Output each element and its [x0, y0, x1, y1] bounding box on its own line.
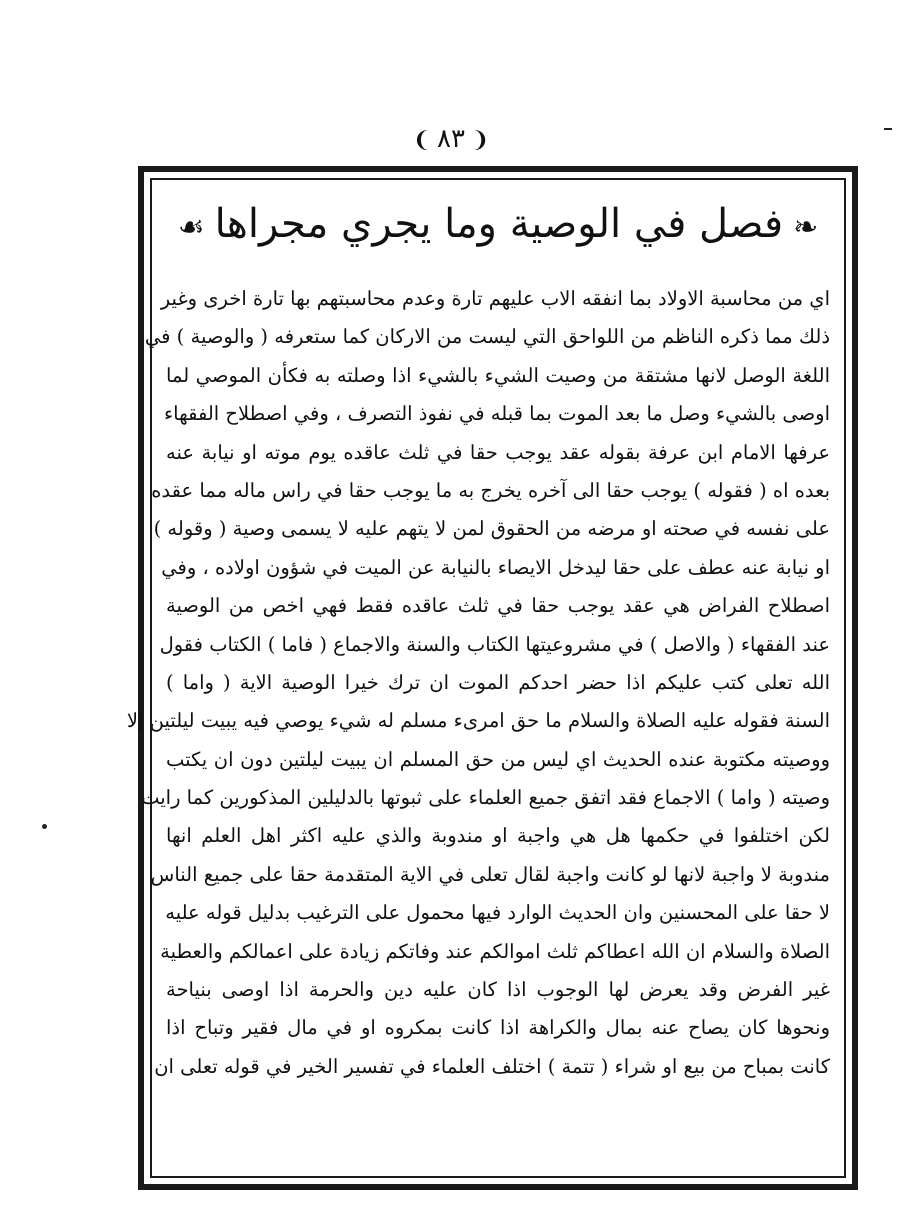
heading-ornament-right-icon: ❧ [793, 210, 819, 245]
text-line: اللغة الوصل لانها مشتقة من وصيت الشيء بالشيء اذا وصلته به فكأن الموصي لما [166, 363, 830, 387]
text-line: اي من محاسبة الاولاد بما انفقه الاب عليهم تارة وعدم محاسبتهم بها تارة اخرى وغير [160, 287, 830, 310]
chapter-heading-text: فصل في الوصية وما يجري مجراها [214, 201, 784, 247]
text-line: السنة فقوله عليه الصلاة والسلام ما حق امرىء مسلم له شيء يوصي فيه يبيت ليلتين إلا [126, 709, 830, 733]
ornament-left-icon: ❨ [412, 128, 432, 153]
body-text [126, 280, 830, 1086]
text-line: وصيته ( واما ) الاجماع فقد اتفق جميع العلماء على ثبوتها بالدليلين المذكورين كما رايت [141, 786, 830, 810]
text-line: ونحوها كان يصاح عنه بمال والكراهة اذا كانت بمكروه او في مال فقير وتباح اذا [166, 1016, 830, 1040]
text-line: الصلاة والسلام ان الله اعطاكم ثلث اموالكم عند وفاتكم زيادة على اعمالكم والعطية [160, 939, 830, 963]
text-line: عرفها الامام ابن عرفة بقوله عقد يوجب حقا في ثلث عاقده يوم موته او نيابة عنه [166, 440, 830, 464]
page-frame-inner [126, 178, 846, 1178]
text-line: غير الفرض وقد يعرض لها الوجوب اذا كان عليه دين والحرمة اذا اوصى بنياحة [166, 978, 830, 1002]
text-line: لا حقا على المحسنين وان الحديث الوارد فيها محمول على الترغيب بدليل قوله عليه [165, 901, 830, 925]
stray-dot [884, 128, 892, 130]
text-line: بعده اه ( فقوله ) يوجب حقا الى آخره يخرج به ما يوجب حقا في راس ماله مما عقده [151, 478, 830, 502]
text-line: لكن اختلفوا في حكمها هل هي واجبة او مندوبة والذي عليه اكثر اهل العلم انها [166, 824, 830, 848]
text-line: اوصى بالشيء وصل ما بعد الموت بما قبله في نفوذ التصرف ، وفي اصطلاح الفقهاء [164, 402, 830, 426]
page-number [0, 124, 902, 154]
text-line: كانت بمباح من بيع او شراء ( تتمة ) اختلف العلماء في تفسير الخير في قوله تعلى ان [154, 1054, 830, 1078]
text-line: او نيابة عنه عطف على حقا ليدخل الايصاء بالنيابة عن الميت في شؤون اولاده ، وفي [161, 555, 830, 579]
text-line: ذلك مما ذكره الناظم من اللواحق التي ليست من الاركان كما ستعرفه ( والوصية ) في [144, 325, 830, 349]
ornament-right-icon: ❩ [470, 128, 490, 153]
page-number-text: ٨٣ [437, 124, 465, 154]
text-line: الله تعلى كتب عليكم اذا حضر احدكم الموت ان ترك خيرا الوصية الاية ( واما ) [166, 670, 830, 694]
stray-dot [42, 824, 47, 829]
heading-ornament-left-icon: ☙ [177, 210, 205, 245]
chapter-heading [152, 194, 844, 258]
page-frame [126, 166, 858, 1190]
text-line: على نفسه في صحته او مرضه من الحقوق لمن لا يتهم عليه لا يسمى وصية ( وقوله ) [153, 517, 830, 541]
text-line: اصطلاح الفراض هي عقد يوجب حقا في ثلث عاقده فقط فهي اخص من الوصية [166, 594, 830, 618]
text-line: ووصيته مكتوبة عنده الحديث اي ليس من حق المسلم ان يبيت ليلتين دون ان يكتب [166, 747, 830, 771]
text-line: عند الفقهاء ( والاصل ) في مشروعيتها الكتاب والسنة والاجماع ( فاما ) الكتاب فقول [159, 632, 830, 656]
text-line: مندوبة لا واجبة لانها لو كانت واجبة لقال تعلى في الاية المتقدمة حقا على جميع الناس [150, 862, 830, 886]
